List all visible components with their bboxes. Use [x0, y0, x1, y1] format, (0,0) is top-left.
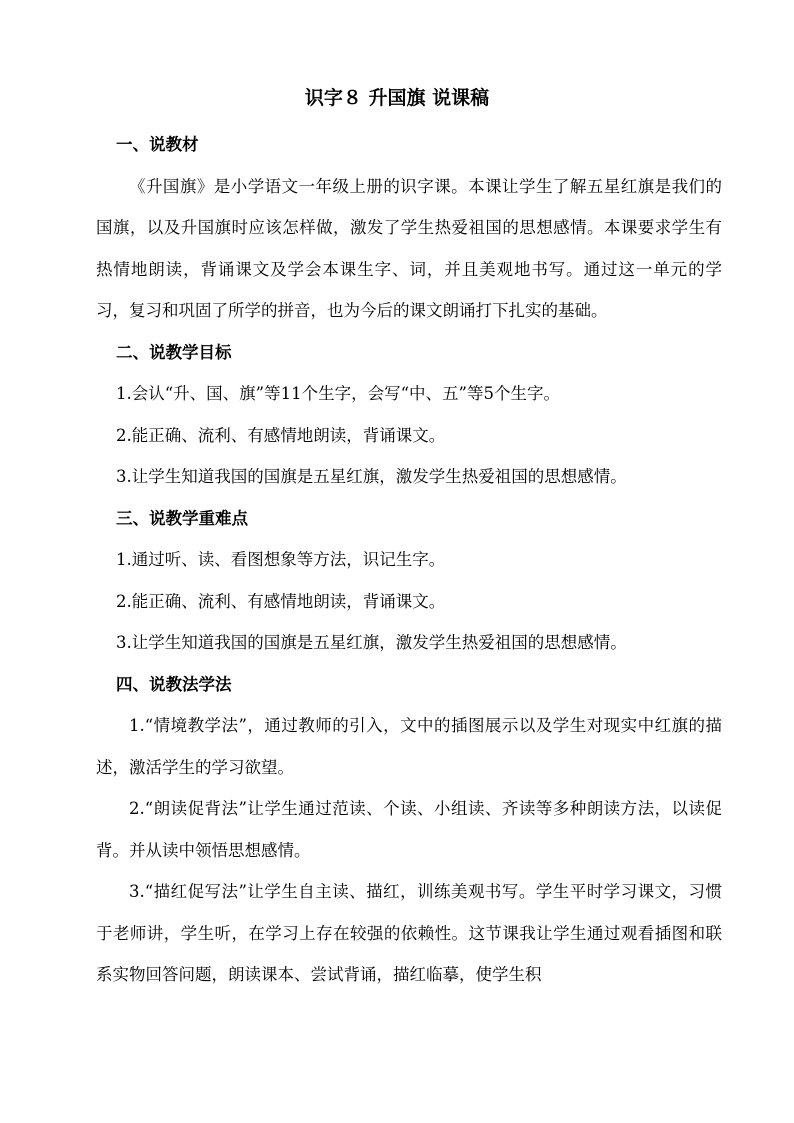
document-body — [96, 124, 722, 996]
document-title: 识字８ 升国旗 说课稿 — [304, 87, 490, 109]
teaching-method-paragraph: 2.“朗读促背法”让学生通过范读、个读、小组读、齐读等多种朗读方法，以读促背。并从读中领悟思想感情。 — [96, 799, 722, 860]
teaching-method-paragraph: 1.“情境教学法”，通过教师的引入，文中的插图展示以及学生对现实中红旗的描述，激活学生的学习欲望。 — [96, 716, 722, 777]
teaching-goal-item: 2.能正确、流利、有感情地朗读，背诵课文。 — [116, 425, 446, 445]
section-heading-key-difficult-points: 三、说教学重难点 — [116, 508, 248, 528]
teaching-goal-item: 3.让学生知道我国的国旗是五星红旗，激发学生热爱祖国的思想感情。 — [116, 467, 627, 486]
teaching-goal-item: 1.会认“升、国、旗”等11个生字，会写“中、五”等5个生字。 — [116, 384, 560, 403]
key-point-item: 2.能正确、流利、有感情地朗读，背诵课文。 — [116, 591, 446, 611]
teaching-material-paragraph: 《升国旗》是小学语文一年级上册的识字课。本课让学生了解五星红旗是我们的国旗，以及升国旗时应该怎样做，激发了学生热爱祖国的思想感情。本课要求学生有热情地朗读，背诵课文及学会本课生字、词，并且美观地书写。通过这一单元的学习，复习和巩固了所学的拼音，也为今后的课文朗诵打下扎实的基础。 — [96, 176, 722, 320]
section-heading-teaching-goals: 二、说教学目标 — [116, 342, 232, 362]
section-heading-teaching-methods: 四、说教法学法 — [116, 674, 232, 694]
key-point-item: 3.让学生知道我国的国旗是五星红旗，激发学生热爱祖国的思想感情。 — [116, 633, 627, 652]
key-point-item: 1.通过听、读、看图想象等方法，识记生字。 — [116, 550, 446, 569]
section-heading-teaching-material: 一、说教材 — [116, 135, 199, 154]
teaching-method-paragraph: 3.“描红促写法”让学生自主读、描红，训练美观书写。学生平时学习课文，习惯于老师讲，学生听，在学习上存在较强的依赖性。这节课我让学生通过观看插图和联系实物回答问题，朗读课本、尝试背诵，描红临摹，使学生积 — [96, 882, 722, 984]
